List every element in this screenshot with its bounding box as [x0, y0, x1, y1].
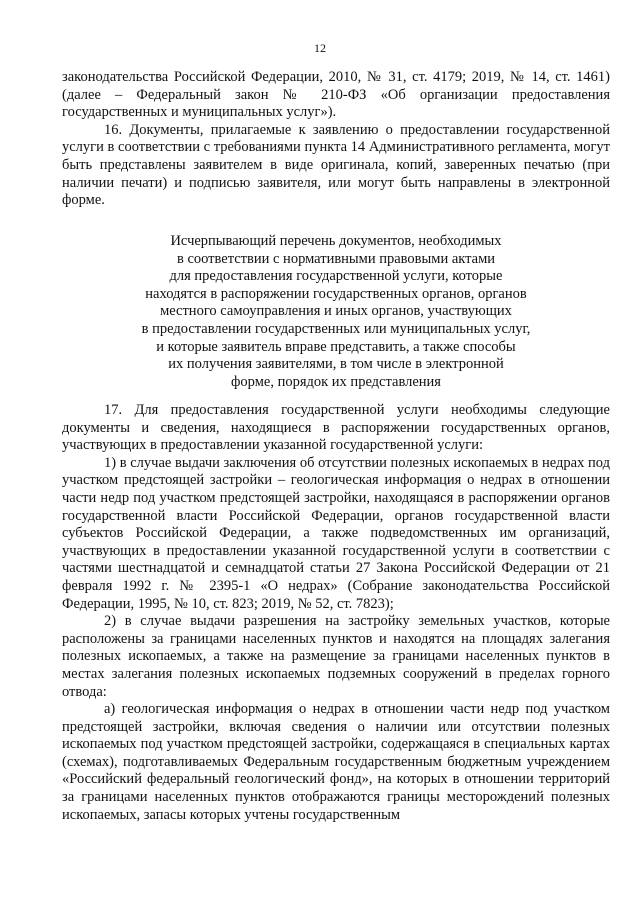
heading-line: Исчерпывающий перечень документов, необходимых [170, 233, 502, 249]
heading-line: форме, порядок их представления [231, 373, 441, 390]
paragraph-17: 17. Для предоставления государственной услуги необходимы следующие документы и сведения, находящиеся в распоряжении государственных органов, участвующих в предоставлении указанной государственной услуги: [62, 402, 610, 454]
heading-line: для предоставления государственной услуги, которые [169, 268, 503, 285]
paragraph-law-reference: законодательства Российской Федерации, 2010, № 31, ст. 4179; 2019, № 14, ст. 1461) (далее – Федеральный закон № 210-ФЗ «Об организации предоставления государственных и муниципальных услуг»). [62, 69, 610, 121]
heading-line: и которые заявитель вправе представить, а также способы [156, 338, 516, 355]
intro-text [62, 69, 610, 210]
heading-line: местного самоуправления и иных органов, участвующих [160, 303, 512, 320]
paragraph-17-item-2: 2) в случае выдачи разрешения на застройку земельных участков, которые расположены за границами населенных пунктов и находятся на площадях залегания полезных ископаемых, а также на размещение за границами населенных пунктов в местах залегания полезных ископаемых подземных сооружений в пределах горного отвода: [62, 613, 610, 700]
section-heading [62, 233, 610, 391]
heading-line: в предоставлении государственных или муниципальных услуг, [141, 320, 531, 337]
paragraph-17-item-2a: а) геологическая информация о недрах в отношении части недр под участком предстоящей застройки, включая сведения о наличии или отсутствии полезных ископаемых под участком предстоящей застройки, содержащаяся в специальных картах (схемах), подготавливаемых Федеральным государственным бюджетным учреждением «Российский федеральный геологический фонд», на которых в отношении территорий за границами населенных пунктов отображаются границы месторождений полезных ископаемых, запасы которых учтены государственным [62, 701, 610, 823]
paragraph-16: 16. Документы, прилагаемые к заявлению о предоставлении государственной услуги в соответствии с требованиями пункта 14 Административного регламента, могут быть представлены заявителем в виде оригинала, копий, заверенных печатью (при наличии печати) и подписью заявителя, или могут быть направлены в электронной форме. [62, 121, 610, 209]
heading-line: в соответствии с нормативными правовыми актами [176, 250, 496, 267]
body-text [62, 402, 610, 824]
heading-line: их получения заявителями, в том числе в электронной [168, 356, 504, 373]
heading-line: находятся в распоряжении государственных органов, органов [145, 285, 527, 302]
paragraph-17-item-1: 1) в случае выдачи заключения об отсутствии полезных ископаемых в недрах под участком предстоящей застройки – геологическая информация о недрах в отношении части недр под участком предстоящей застройки, находящаяся в распоряжении органов государственной власти Российской Федерации, органов государственной власти субъектов Российской Федерации, а также подведомственных им организаций, участвующих в предоставлении указанной государственной услуги в соответствии с частями шестнадцатой и семнадцатой статьи 27 Закона Российской Федерации от 21 февраля 1992 г. № 2395-1 «О недрах» (Собрание законодательства Российской Федерации, 1995, № 10, ст. 823; 2019, № 52, ст. 7823); [62, 454, 610, 612]
page-number: 12 [314, 41, 326, 55]
